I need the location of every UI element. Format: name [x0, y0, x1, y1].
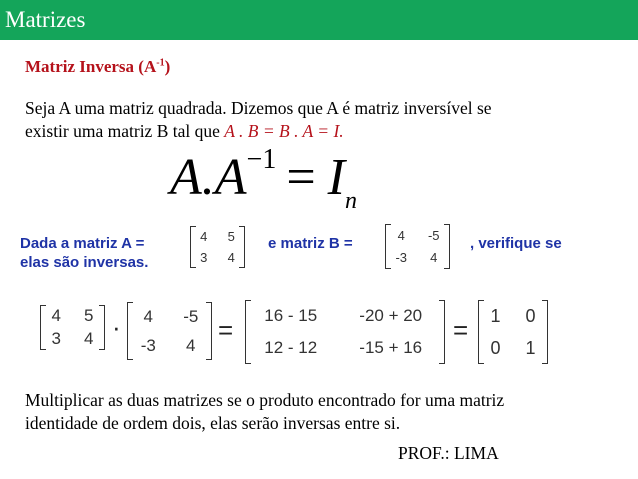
- conclusion-line1: Multiplicar as duas matrizes se o produto encontrado for uma matriz: [25, 390, 505, 410]
- intro-line2: [25, 120, 344, 142]
- identity-matrix: [478, 300, 548, 364]
- equals-sign-1: =: [218, 315, 234, 345]
- matrix-cell: 4: [186, 335, 196, 355]
- matrix-cell: 4: [397, 227, 405, 243]
- matrix-cell: -15 + 16: [359, 338, 423, 357]
- matrix-cell: -5: [427, 227, 440, 243]
- matrix-cell: -3: [140, 335, 156, 355]
- matrix-cell: 5: [227, 229, 235, 244]
- matrix-cell: -20 + 20: [359, 306, 423, 325]
- matrix-cell: 1: [525, 337, 536, 358]
- formula-exponent: −1: [246, 144, 277, 175]
- given-text-1: Dada a matriz A =: [20, 235, 145, 252]
- slide-title: Matrizes: [0, 0, 638, 40]
- given-text-3: , verifique se: [470, 235, 562, 252]
- conclusion-line2: identidade de ordem dois, elas serão inversas entre si.: [25, 413, 401, 433]
- formula-identity: I: [327, 149, 345, 206]
- author-credit: PROF.: LIMA: [398, 443, 499, 463]
- matrix-cell: 3: [200, 250, 208, 265]
- matrix-cell: 4: [84, 328, 94, 348]
- matrix-cell: 16 - 15: [264, 306, 318, 325]
- multiply-dot: ·: [112, 312, 121, 342]
- matrix-a: [190, 226, 245, 268]
- formula-base: A.A: [170, 149, 247, 206]
- subtitle-sup: -1: [156, 57, 165, 69]
- intro-formula: A . B = B . A = I.: [224, 121, 344, 141]
- matrix-cell: 0: [490, 337, 501, 358]
- matrix-cell: 4: [200, 229, 208, 244]
- inverse-formula: [170, 144, 357, 217]
- given-text-4: elas são inversas.: [20, 254, 149, 271]
- matrix-cell: 12 - 12: [264, 338, 318, 357]
- subtitle-text: Matriz Inversa (A: [25, 57, 157, 76]
- section-subtitle: [25, 57, 170, 77]
- matrix-cell: 4: [143, 306, 153, 326]
- equals-sign-2: =: [453, 315, 469, 345]
- matrix-cell: 4: [430, 250, 438, 266]
- calc-matrix-a: [40, 305, 105, 350]
- matrix-cell: 4: [51, 306, 61, 326]
- given-text-2: e matriz B =: [268, 235, 353, 252]
- matrix-b: [385, 224, 450, 269]
- formula-equals: =: [286, 149, 316, 206]
- subtitle-close: ): [164, 57, 171, 76]
- calc-matrix-b: [127, 302, 212, 360]
- matrix-cell: 5: [84, 306, 94, 326]
- matrix-cell: 4: [227, 250, 235, 265]
- matrix-cell: 3: [51, 328, 61, 348]
- matrix-cell: 1: [490, 305, 501, 326]
- matrix-cell: -3: [395, 250, 408, 266]
- matrix-cell: 0: [525, 305, 536, 326]
- intro-prefix: existir uma matriz B tal que: [25, 121, 225, 141]
- matrix-cell: -5: [183, 306, 199, 326]
- formula-subscript: n: [344, 188, 357, 214]
- intro-line1: Seja A uma matriz quadrada. Dizemos que A é matriz inversível se: [25, 98, 492, 118]
- calc-matrix-mid: [245, 300, 445, 364]
